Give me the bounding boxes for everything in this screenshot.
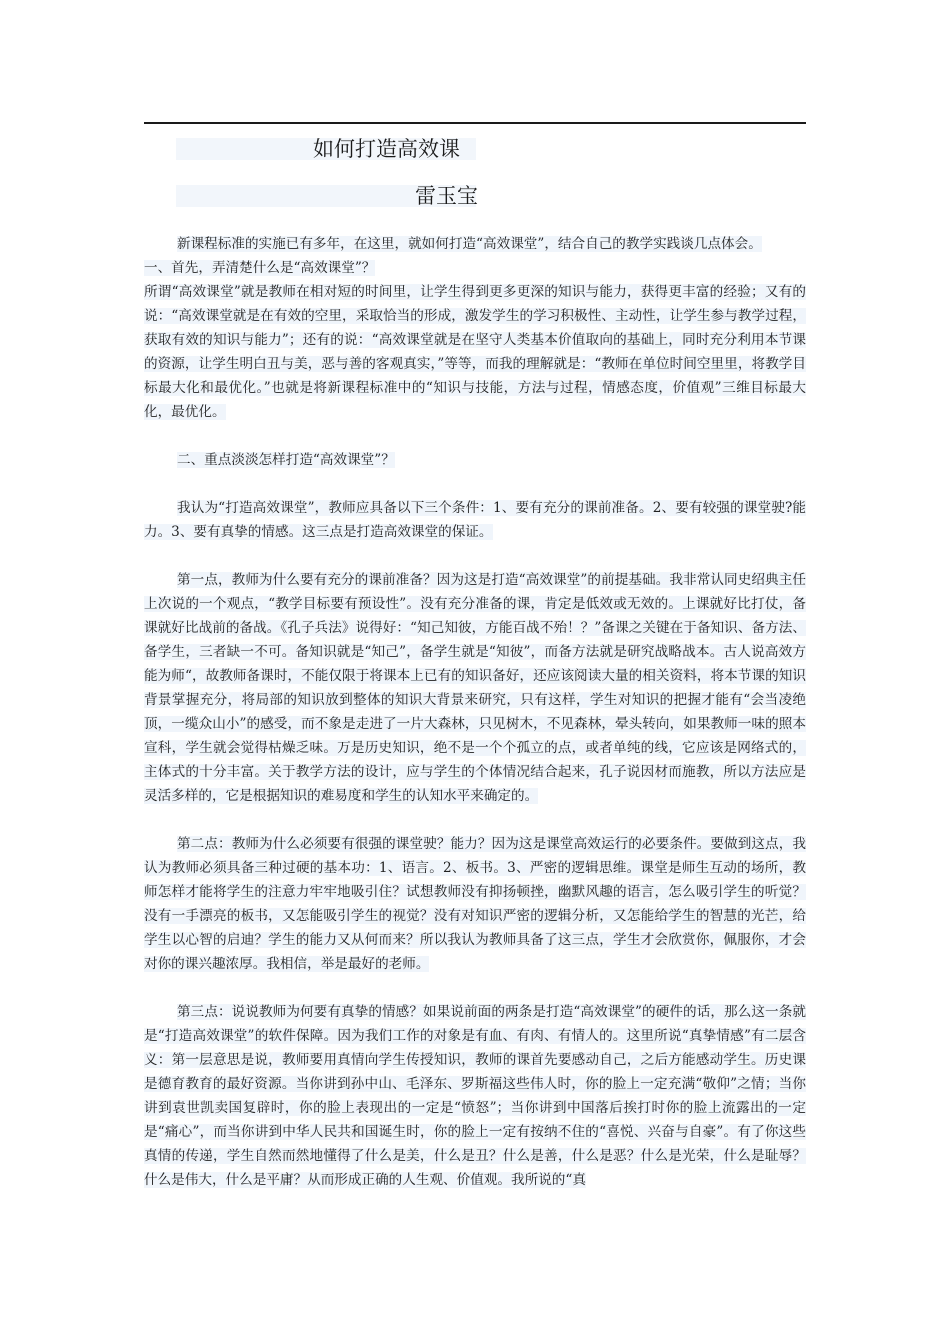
paragraph-gap <box>144 472 806 496</box>
paragraph-point-3: 第三点：说说教师为何要有真挚的情感？如果说前面的两条是打造“高效课堂”的硬件的话，那么这一条就是“打造高效课堂”的软件保障。因为我们工作的对象是有血、有肉、有情人的。这里所说“真挚情感”有二层含义：第一层意思是说，教师要用真情向学生传授知识，教师的课首先要感动自己，之后方能感动学生。历史课是德育教育的最好资源。当你讲到孙中山、毛泽东、罗斯福这些伟人时，你的脸上一定充满“敬仰”之情；当你讲到袁世凯卖国复辟时，你的脸上表现出的一定是“愤怒”；当你讲到中国落后挨打时你的脸上流露出的一定是“痛心”，而当你讲到中华人民共和国诞生时，你的脸上一定有按纳不住的“喜悦、兴奋与自豪”。有了你这些真情的传递，学生自然而然地懂得了什么是美，什么是丑？什么是善，什么是恶？什么是光荣，什么是耻辱？什么是伟大，什么是平庸？从而形成正确的人生观、价值观。我所说的“真 <box>144 1004 806 1188</box>
paragraph-gap <box>144 808 806 832</box>
paragraph-point-2: 第二点：教师为什么必须要有很强的课堂驶？能力？因为这是课堂高效运行的必要条件。要做到这点，我认为教师必须具备三种过硬的基本功：1、语言。2、板书。3、严密的逻辑思维。课堂是师生互动的场所，教师怎样才能将学生的注意力牢牢地吸引住？试想教师没有抑扬顿挫，幽默风趣的语言，怎么吸引学生的听觉？没有一手漂亮的板书，又怎能吸引学生的视觉？没有对知识严密的逻辑分析，又怎能给学生的智慧的光芒，给学生以心智的启迪？学生的能力又从何而来？所以我认为教师具备了这三点，学生才会欣赏你，佩服你，才会对你的课兴趣浓厚。我相信，举是最好的老师。 <box>144 836 806 972</box>
paragraph-conditions: 我认为“打造高效课堂”，教师应具备以下三个条件：1、要有充分的课前准备。2、要有较强的课堂驶?能力。3、要有真挚的情感。这三点是打造高效课堂的保证。 <box>144 500 806 540</box>
header-rule <box>144 122 806 124</box>
paragraph-gap <box>144 544 806 568</box>
paragraph-intro: 新课程标准的实施已有多年，在这里，就如何打造“高效课堂”，结合自己的教学实践谈几点体会。 <box>177 236 762 252</box>
paragraph-point-1: 第一点，教师为什么要有充分的课前准备？因为这是打造“高效课堂”的前提基础。我非常认同史绍典主任上次说的一个观点，“教学目标要有预设性”。没有充分准备的课，肯定是低效或无效的。上课就好比打仗，备课就好比战前的备战。《孔子兵法》说得好：“知己知彼，方能百战不殆！？”备课之关键在于备知识、备方法、备学生，三者缺一不可。备知识就是“知己”，备学生就是“知彼”，而备方法就是研究战略战本。古人说高效方能为师“，故教师备课时，不能仅限于将课本上已有的知识备好，还应该阅读大量的相关资料，将本节课的知识背景掌握充分，将局部的知识放到整体的知识大背景来研究，只有这样，学生对知识的把握才能有“会当凌绝顶，一缆众山小”的感受，而不象是走进了一片大森林，只见树木，不见森林，晕头转向，如果教师一味的照本宣科，学生就会觉得枯燥乏味。万是历史知识，绝不是一个个孤立的点，或者单纯的线，它应该是网络式的，主体式的十分丰富。关于教学方法的设计，应与学生的个体情况结合起来，孔子说因材而施教，所以方法应是灵活多样的，它是根据知识的难易度和学生的认知水平来确定的。 <box>144 572 806 804</box>
paragraph-definition: 所谓“高效课堂”就是教师在相对短的时间里，让学生得到更多更深的知识与能力，获得更丰富的经验；又有的说：“高效课堂就是在有效的空里，采取恰当的形成，激发学生的学习积极性、主动性，让学生参与教学过程，获取有效的知识与能力”；还有的说：“高效课堂就是在坚守人类基本价值取向的基础上，同时充分利用本节课的资源，让学生明白丑与美，恶与善的客观真实，”等等，而我的理解就是：“教师在单位时间空里里，将教学目标最大化和最优化。”也就是将新课程标准中的“知识与技能，方法与过程，情感态度，价值观”三维目标最大化，最优化。 <box>144 284 806 420</box>
paragraph-heading-2: 二、重点淡淡怎样打造“高效课堂”？ <box>177 452 395 468</box>
document-title: 如何打造高效课 <box>313 137 460 161</box>
document-author: 雷玉宝 <box>415 184 478 208</box>
document-body <box>144 232 806 1192</box>
paragraph-heading-1: 一、首先，弄清楚什么是“高效课堂”？ <box>144 260 376 276</box>
paragraph-gap <box>144 976 806 1000</box>
paragraph-gap <box>144 424 806 448</box>
